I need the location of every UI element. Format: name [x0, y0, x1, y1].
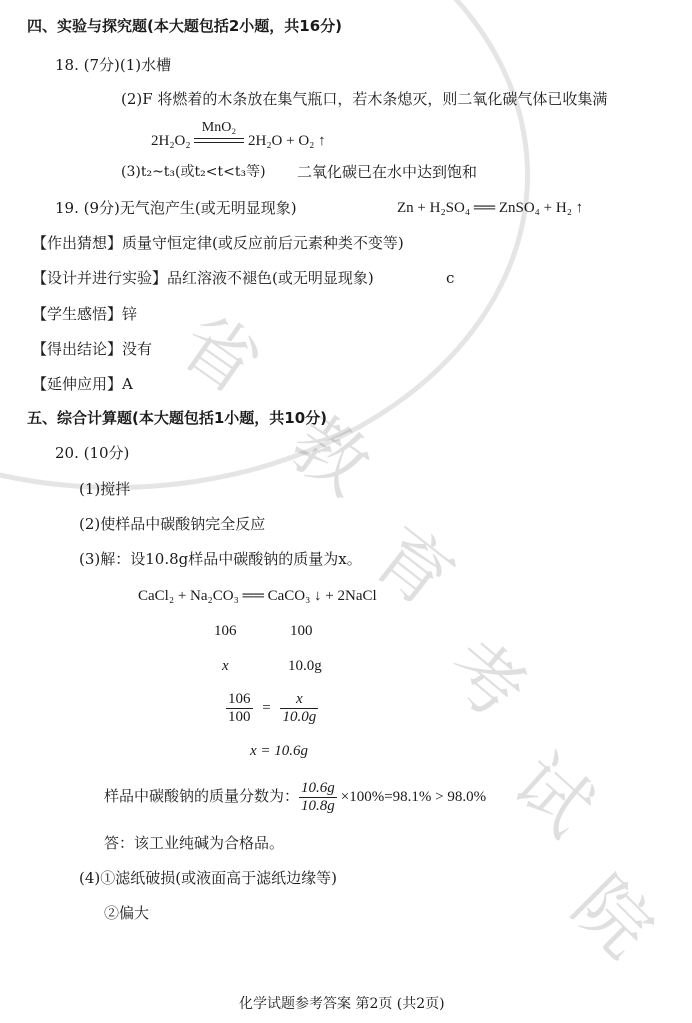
- q18-line2: (2)F 将燃着的木条放在集气瓶口，若木条熄灭，则二氧化碳气体已收集满: [121, 90, 608, 108]
- fraction-label: 样品中碳酸钠的质量分数为：: [104, 787, 300, 805]
- q20-mass-x: x: [222, 658, 229, 674]
- ratio-equals: =: [262, 700, 271, 716]
- q20-reaction: CaCl₂ + Na₂CO₃ ══ CaCO₃ ↓ + 2NaCl: [138, 588, 377, 604]
- ratio-right: [280, 691, 318, 726]
- ratio-right-num: x: [280, 691, 318, 709]
- q19-line1: 19. (9分)无气泡产生(或无明显现象): [55, 199, 297, 217]
- q18-line3b: 二氧化碳已在水中达到饱和: [297, 163, 478, 181]
- q20-result: x = 10.6g: [250, 743, 309, 759]
- ratio-left-num: 106: [228, 691, 251, 708]
- q19-extension: 【延伸应用】A: [32, 375, 133, 393]
- fraction-den: 10.8g: [301, 797, 335, 814]
- q20-mass-10g: 10.0g: [288, 658, 322, 674]
- q20-p3: (3)解：设10.8g样品中碳酸钠的质量为x。: [79, 550, 362, 568]
- section-5-title: 五、综合计算题(本大题包括1小题，共10分): [27, 409, 328, 427]
- q20-header: 20. (10分): [55, 444, 130, 462]
- q19-guess: 【作出猜想】质量守恒定律(或反应前后元素种类不变等): [32, 234, 404, 252]
- q19-experiment-option: c: [446, 269, 455, 287]
- fraction: [299, 780, 337, 815]
- section-4-title: 四、实验与探究题(本大题包括2小题，共16分): [27, 17, 343, 35]
- fraction-num: 10.6g: [301, 779, 335, 796]
- q19-feeling: 【学生感悟】锌: [32, 305, 138, 323]
- q19-conclusion: 【得出结论】没有: [32, 340, 153, 358]
- q20-fraction-line: [104, 778, 486, 815]
- equation-arrow: [194, 138, 244, 143]
- watermark-char: 试: [496, 738, 610, 853]
- q18-line3a: (3)t₂~t₃(或t₂<t<t₃等): [121, 164, 266, 180]
- watermark-char: 教: [274, 399, 385, 513]
- q20-mass-100: 100: [290, 623, 313, 639]
- q20-p1: (1)搅拌: [79, 480, 131, 498]
- q18-eq-right: 2H₂O + O₂ ↑: [248, 133, 326, 149]
- q20-p4: (4)①滤纸破损(或液面高于滤纸边缘等): [79, 869, 337, 887]
- watermark-char: 省: [164, 297, 275, 411]
- q18-eq-left: 2H₂O₂: [151, 133, 191, 149]
- fraction-tail: ×100%=98.1% > 98.0%: [340, 789, 487, 805]
- q20-p4b: ②偏大: [104, 904, 150, 922]
- q20-mass-106: 106: [214, 623, 237, 639]
- q19-experiment: 【设计并进行实验】品红溶液不褪色(或无明显现象): [32, 269, 374, 287]
- q20-ratio: [226, 690, 318, 726]
- catalyst-label: MnO₂: [201, 120, 237, 135]
- q19-equation: Zn + H₂SO₄ ══ ZnSO₄ + H₂ ↑: [397, 200, 584, 216]
- ratio-left-den: 100: [228, 709, 251, 726]
- q20-p2: (2)使样品中碳酸钠完全反应: [79, 515, 266, 533]
- watermark-char: 院: [556, 860, 670, 974]
- watermark-char: 育: [357, 511, 469, 625]
- ratio-right-den: 10.0g: [282, 709, 317, 726]
- q18-line1: 18. (7分)(1)水槽: [55, 56, 172, 74]
- watermark-char: 考: [429, 622, 542, 737]
- page-footer: 化学试题参考答案 第2页 (共2页): [239, 996, 445, 1012]
- ratio-left: [226, 691, 253, 726]
- q20-answer: 答：该工业纯碱为合格品。: [104, 834, 285, 852]
